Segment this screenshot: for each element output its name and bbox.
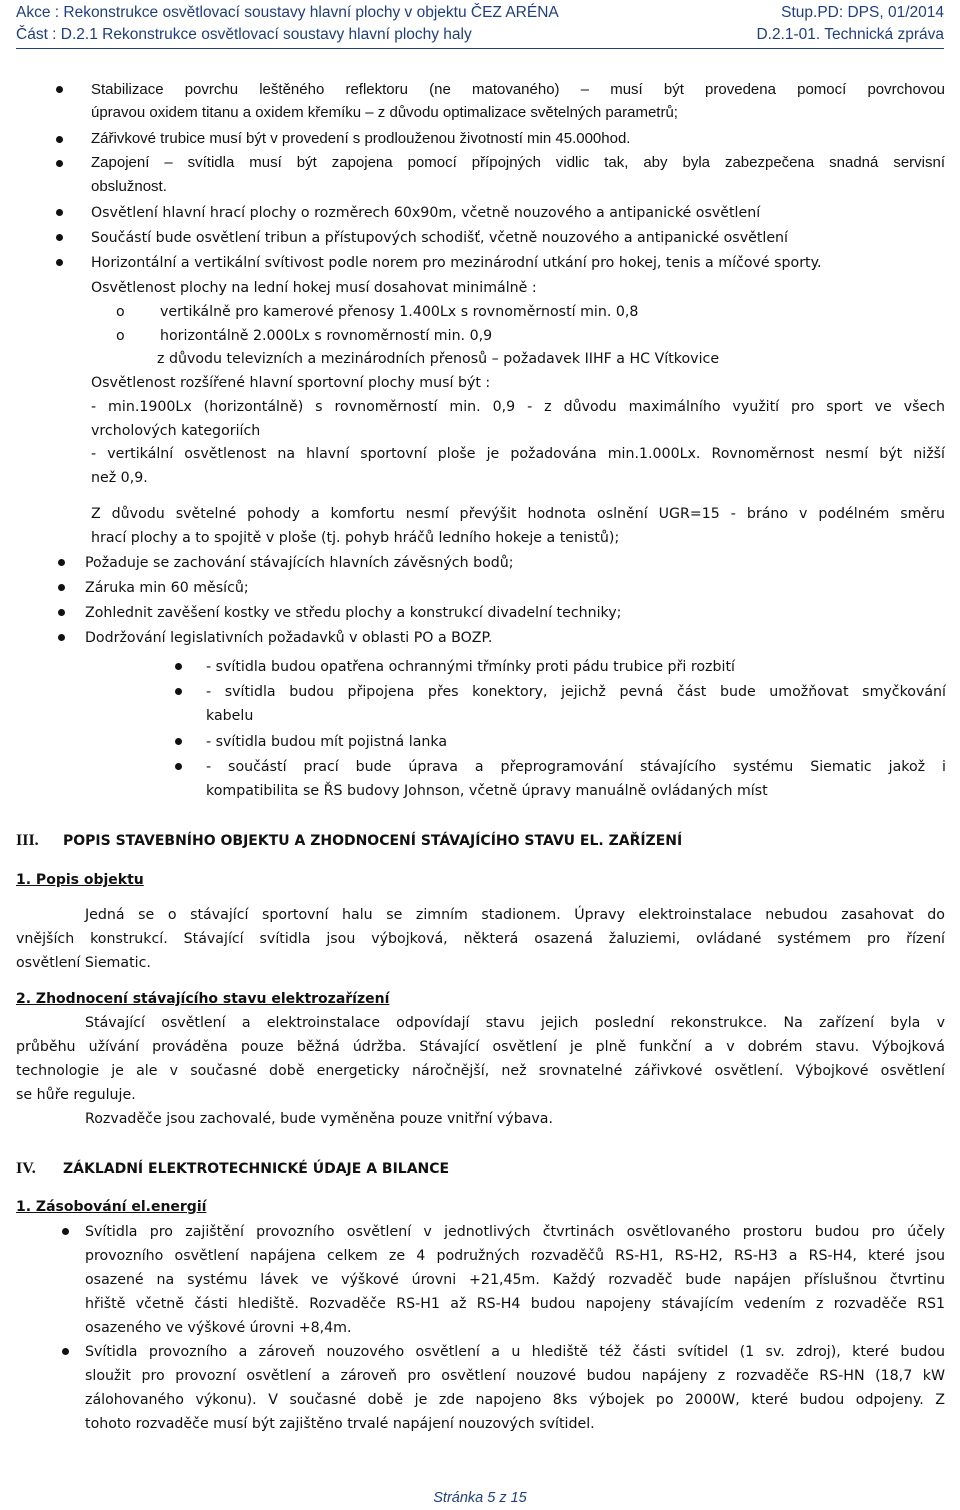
lum-item: - svítidla budou připojena přes konektory, jejichž pevná část bude umožňovat smyčkování (206, 684, 946, 700)
list-item-cont: úpravou oxidem titanu a oxidem křemíku – z důvodu optimalizace světelných parametrů; (91, 104, 678, 121)
list-item: Stabilizace povrchu leštěného reflektoru (ne matovaného) – musí být provedena pomocí povrchovou (91, 81, 945, 98)
header-part: Část : D.2.1 Rekonstrukce osvětlovací soustavy hlavní plochy haly (16, 26, 472, 43)
paragraph-line: Svítidla pro zajištění provozního osvětlení v jednotlivých čtvrtinách osvětlovaného prostoru budou pro účely (85, 1224, 945, 1240)
req-item: Záruka min 60 měsíců; (85, 580, 249, 596)
illum-min-horizontal-cont: vrcholových kategoriích (91, 423, 261, 439)
subsection-title: 1. Popis objektu (16, 872, 144, 888)
req-item: Zohlednit zavěšení kostky ve středu plochy a konstrukcí divadelní techniky; (85, 605, 622, 621)
illum-horizontal: horizontálně 2.000Lx s rovnoměrností min. 0,9 (160, 328, 493, 344)
paragraph-line: provozního osvětlení napájena celkem ze 4 podružných rozvaděčů RS-H1, RS-H2, RS-H3 a RS-H4, které jsou (85, 1248, 945, 1264)
bullet (56, 234, 63, 241)
page-number: Stránka 5 z 15 (433, 1490, 527, 1506)
header-stage: Stup.PD: DPS, 01/2014 (781, 4, 944, 21)
section-numeral: IV. (16, 1160, 36, 1177)
bullet (58, 609, 65, 616)
illum-vertical: vertikálně pro kamerové přenosy 1.400Lx s rovnoměrností min. 0,8 (160, 304, 639, 320)
paragraph-line: se hůře reguluje. (16, 1087, 136, 1103)
list-item-cont: obslužnost. (91, 178, 167, 195)
list-item: Horizontální a vertikální svítivost podle norem pro mezinárodní utkání pro hokej, tenis a míčové sporty. (91, 255, 822, 271)
header-project: Akce : Rekonstrukce osvětlovací soustavy hlavní plochy v objektu ČEZ ARÉNA (16, 4, 559, 21)
header-doc: D.2.1-01. Technická zpráva (756, 26, 944, 43)
header-divider (16, 48, 944, 49)
paragraph-line: osazeného ve výškové úrovni +8,4m. (85, 1320, 352, 1336)
bullet (56, 209, 63, 216)
paragraph-line: zálohovaného výkonu). V současné době je zde napojeno 8ks výbojek po 2000W, které budou odpojeny. Z (85, 1392, 945, 1408)
bullet (58, 634, 65, 641)
list-item: Zapojení – svítidla musí být zapojena pomocí přípojných vidlic tak, aby byla zabezpečena snadná servisní (91, 154, 945, 171)
illum-extended: Osvětlenost rozšířené hlavní sportovní plochy musí být : (91, 375, 491, 391)
paragraph-line: osvětlení Siematic. (16, 955, 151, 971)
bullet (62, 1228, 69, 1235)
paragraph-line: průběhu užívání prováděna pouze běžná údržba. Stávající osvětlení je plně funkční a v dobrém stavu. Výbojková (16, 1039, 945, 1055)
list-item: Zářivkové trubice musí být v provedení s prodlouženou životností min 45.000hod. (91, 130, 631, 147)
illum-min-horizontal: - min.1900Lx (horizontálně) s rovnoměrností min. 0,9 - z důvodu maximálního využití pro sport ve všech (91, 399, 945, 415)
lum-item: - součástí prací bude úprava a přeprogramování stávajícího systému Siematic jakož i (206, 759, 946, 775)
lum-item: - svítidla budou opatřena ochrannými třmínky proti pádu trubice při rozbití (206, 659, 735, 675)
bullet (56, 160, 63, 167)
bullet (56, 259, 63, 266)
section-title: POPIS STAVEBNÍHO OBJEKTU A ZHODNOCENÍ STÁVAJÍCÍHO STAVU EL. ZAŘÍZENÍ (63, 833, 683, 849)
subsection-title: 1. Zásobování el.energií (16, 1199, 207, 1215)
illum-reason: z důvodu televizních a mezinárodních přenosů – požadavek IIHF a HC Vítkovice (157, 351, 720, 367)
bullet (56, 136, 63, 143)
bullet (175, 763, 182, 770)
paragraph-line: Svítidla provozního a zároveň nouzového osvětlení a u hlediště též části svítidel (1 sv. zdroj), které budou (85, 1344, 945, 1360)
illum-vertical-min-cont: než 0,9. (91, 470, 148, 486)
lum-item: - svítidla budou mít pojistná lanka (206, 734, 448, 750)
list-item: Součástí bude osvětlení tribun a přístupových schodišť, včetně nouzového a antipanické osvětlení (91, 230, 788, 246)
paragraph-line: technologie je ale v současné době energeticky náročnější, než srovnatelné zářivkové osvětlení. Výbojkové osvětlení (16, 1063, 945, 1079)
illum-vertical-min: - vertikální osvětlenost na hlavní sportovní ploše je požadována min.1.000Lx. Rovnoměrnost nesmí být nižší (91, 446, 945, 462)
bullet (175, 688, 182, 695)
paragraph-line: Jedná se o stávající sportovní halu se zimním stadionem. Úpravy elektroinstalace nebudou zasahovat do (85, 907, 945, 923)
paragraph-line: osazené na systému lávek ve výškové úrovni +21,45m. Každý rozvaděč bude napájen příslušnou čtvrtinu (85, 1272, 945, 1288)
bullet (56, 86, 63, 93)
illum-ugr-cont: hrací plochy a to spojitě v ploše (tj. pohyb hráčů ledního hokeje a tenistů); (91, 530, 620, 546)
section-numeral: III. (16, 832, 39, 849)
paragraph-line: Stávající osvětlení a elektroinstalace odpovídají stavu jejich poslední rekonstrukce. Na zařízení byla v (85, 1015, 945, 1031)
req-item: Dodržování legislativních požadavků v oblasti PO a BOZP. (85, 630, 493, 646)
bullet (175, 738, 182, 745)
sub-bullet: o (116, 328, 125, 344)
paragraph-line: hřiště včetně části hlediště. Rozvaděče RS-H1 až RS-H4 budou napojeny stávajícím vedením z rozvaděče RS1 (85, 1296, 945, 1312)
paragraph-line: Rozvaděče jsou zachovalé, bude vyměněna pouze vnitřní výbava. (85, 1111, 553, 1127)
paragraph-line: tohoto rozvaděče musí být zajištěno trvalé napájení nouzových svítidel. (85, 1416, 595, 1432)
bullet (58, 584, 65, 591)
req-item: Požaduje se zachování stávajících hlavních závěsných bodů; (85, 555, 514, 571)
illum-ugr: Z důvodu světelné pohody a komfortu nesmí převýšit hodnota oslnění UGR=15 - bráno v podélném směru (91, 506, 945, 522)
illum-intro: Osvětlenost plochy na lední hokej musí dosahovat minimálně : (91, 280, 537, 296)
section-title: ZÁKLADNÍ ELEKTROTECHNICKÉ ÚDAJE A BILANCE (63, 1161, 450, 1177)
paragraph-line: vnějších konstrukcí. Stávající svítidla jsou výbojková, některá osazená žaluziemi, ovládané systémem pro řízení (16, 931, 945, 947)
lum-item-cont: kabelu (206, 708, 254, 724)
bullet (62, 1348, 69, 1355)
sub-bullet: o (116, 304, 125, 320)
bullet (58, 559, 65, 566)
bullet (175, 663, 182, 670)
subsection-title: 2. Zhodnocení stávajícího stavu elektrozařízení (16, 991, 390, 1007)
lum-item-cont: kompatibilita se ŘS budovy Johnson, včetně úpravy manuálně ovládaných míst (206, 783, 768, 799)
paragraph-line: sloužit pro provozní osvětlení a zároveň pro osvětlení nouzové budou napájeny z rozvaděče RS-HN (18,7 kW (85, 1368, 945, 1384)
list-item: Osvětlení hlavní hrací plochy o rozměrech 60x90m, včetně nouzového a antipanické osvětlení (91, 205, 761, 221)
